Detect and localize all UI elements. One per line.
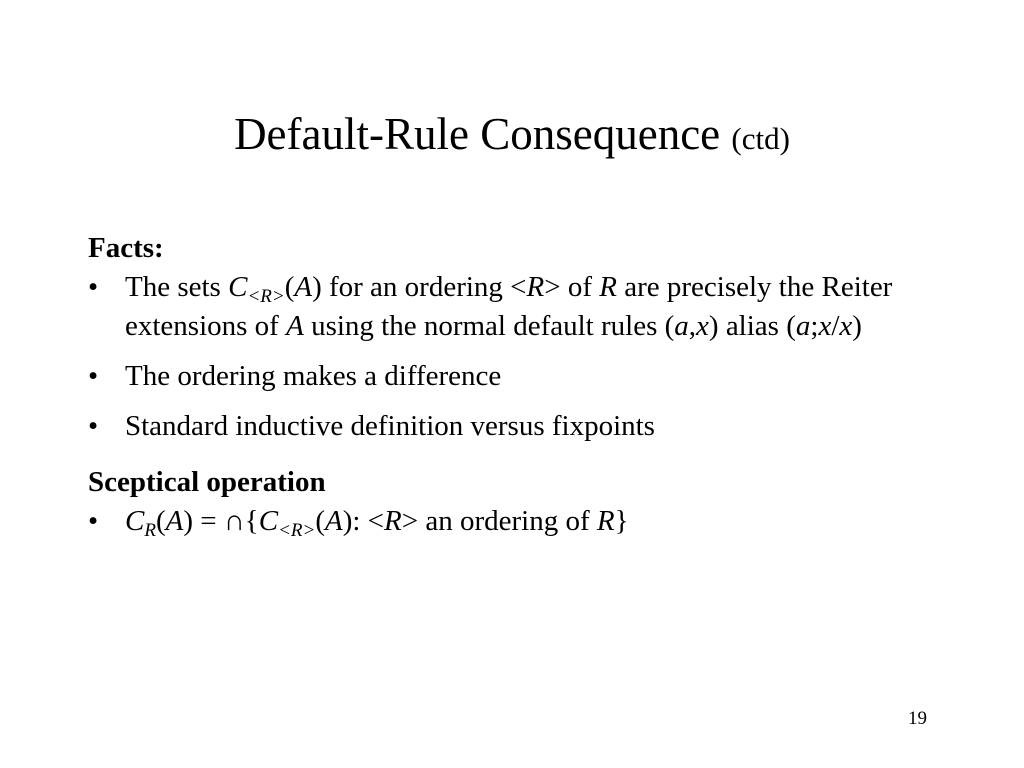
math-symbol: a (674, 310, 689, 342)
bullet-item (88, 502, 968, 541)
text-run: ) alias ( (708, 310, 796, 342)
text-run: using the normal default rules ( (303, 310, 675, 342)
math-symbol: a (795, 310, 811, 342)
math-subscript: <R> (247, 286, 285, 307)
text-run: ): < (342, 505, 385, 537)
text-run: ; (810, 310, 819, 342)
text-run: ( (315, 505, 325, 537)
bullet-text (125, 271, 892, 342)
slide-title-main: Default-Rule Consequence (234, 109, 721, 159)
sceptical-bullet-list (88, 502, 968, 541)
slide-body (88, 229, 968, 552)
text-run: , (688, 310, 697, 342)
bullet-text (125, 505, 629, 541)
facts-bullet-list (88, 268, 968, 446)
math-symbol: R (384, 505, 402, 537)
text-run: ( (155, 505, 166, 537)
math-symbol: x (839, 310, 853, 342)
math-symbol: x (818, 310, 832, 342)
text-run: The sets (125, 271, 229, 303)
math-symbol: A (324, 505, 343, 537)
section-facts (88, 229, 968, 446)
math-symbol: R (526, 271, 545, 303)
text-run: > an ordering of (401, 505, 597, 537)
text-run: ) for an ordering < (312, 271, 527, 303)
section-sceptical-operation (88, 463, 968, 541)
slide-title-suffix: (ctd) (731, 121, 790, 156)
math-symbol: R (599, 271, 617, 303)
slide-title (0, 104, 1024, 169)
bullet-text (125, 360, 501, 392)
math-symbol: A (294, 271, 313, 303)
math-symbol: C (125, 505, 145, 537)
text-run: are precisely the Reiter extensions of (125, 271, 893, 342)
math-symbol: C (258, 505, 279, 537)
math-subscript: R (144, 520, 156, 541)
bullet-item (88, 268, 968, 346)
bullet-dot-icon: • (88, 505, 99, 537)
text-run: } (614, 505, 629, 537)
bullet-dot-icon: • (88, 410, 99, 442)
math-symbol: x (696, 310, 709, 342)
math-symbol: A (286, 310, 304, 342)
page-number: 19 (908, 708, 927, 729)
text-run: / (831, 310, 840, 342)
math-subscript: <R> (278, 520, 316, 541)
bullet-text (125, 410, 655, 442)
bullet-item (88, 407, 968, 446)
bullet-dot-icon: • (88, 271, 99, 303)
section-heading-facts: Facts: (88, 232, 164, 264)
bullet-item (88, 357, 968, 396)
text-run: ) (852, 310, 862, 342)
math-symbol: C (228, 271, 248, 303)
text-run: ) = ∩{ (183, 505, 259, 537)
text-run: Standard inductive definition versus fixpoints (125, 410, 655, 442)
text-run: > of (544, 271, 600, 303)
section-heading-sceptical: Sceptical operation (88, 466, 326, 498)
text-run: ( (284, 271, 295, 303)
math-symbol: R (596, 505, 615, 537)
text-run: The ordering makes a difference (125, 360, 502, 392)
math-symbol: A (165, 505, 184, 537)
bullet-dot-icon: • (88, 360, 99, 392)
